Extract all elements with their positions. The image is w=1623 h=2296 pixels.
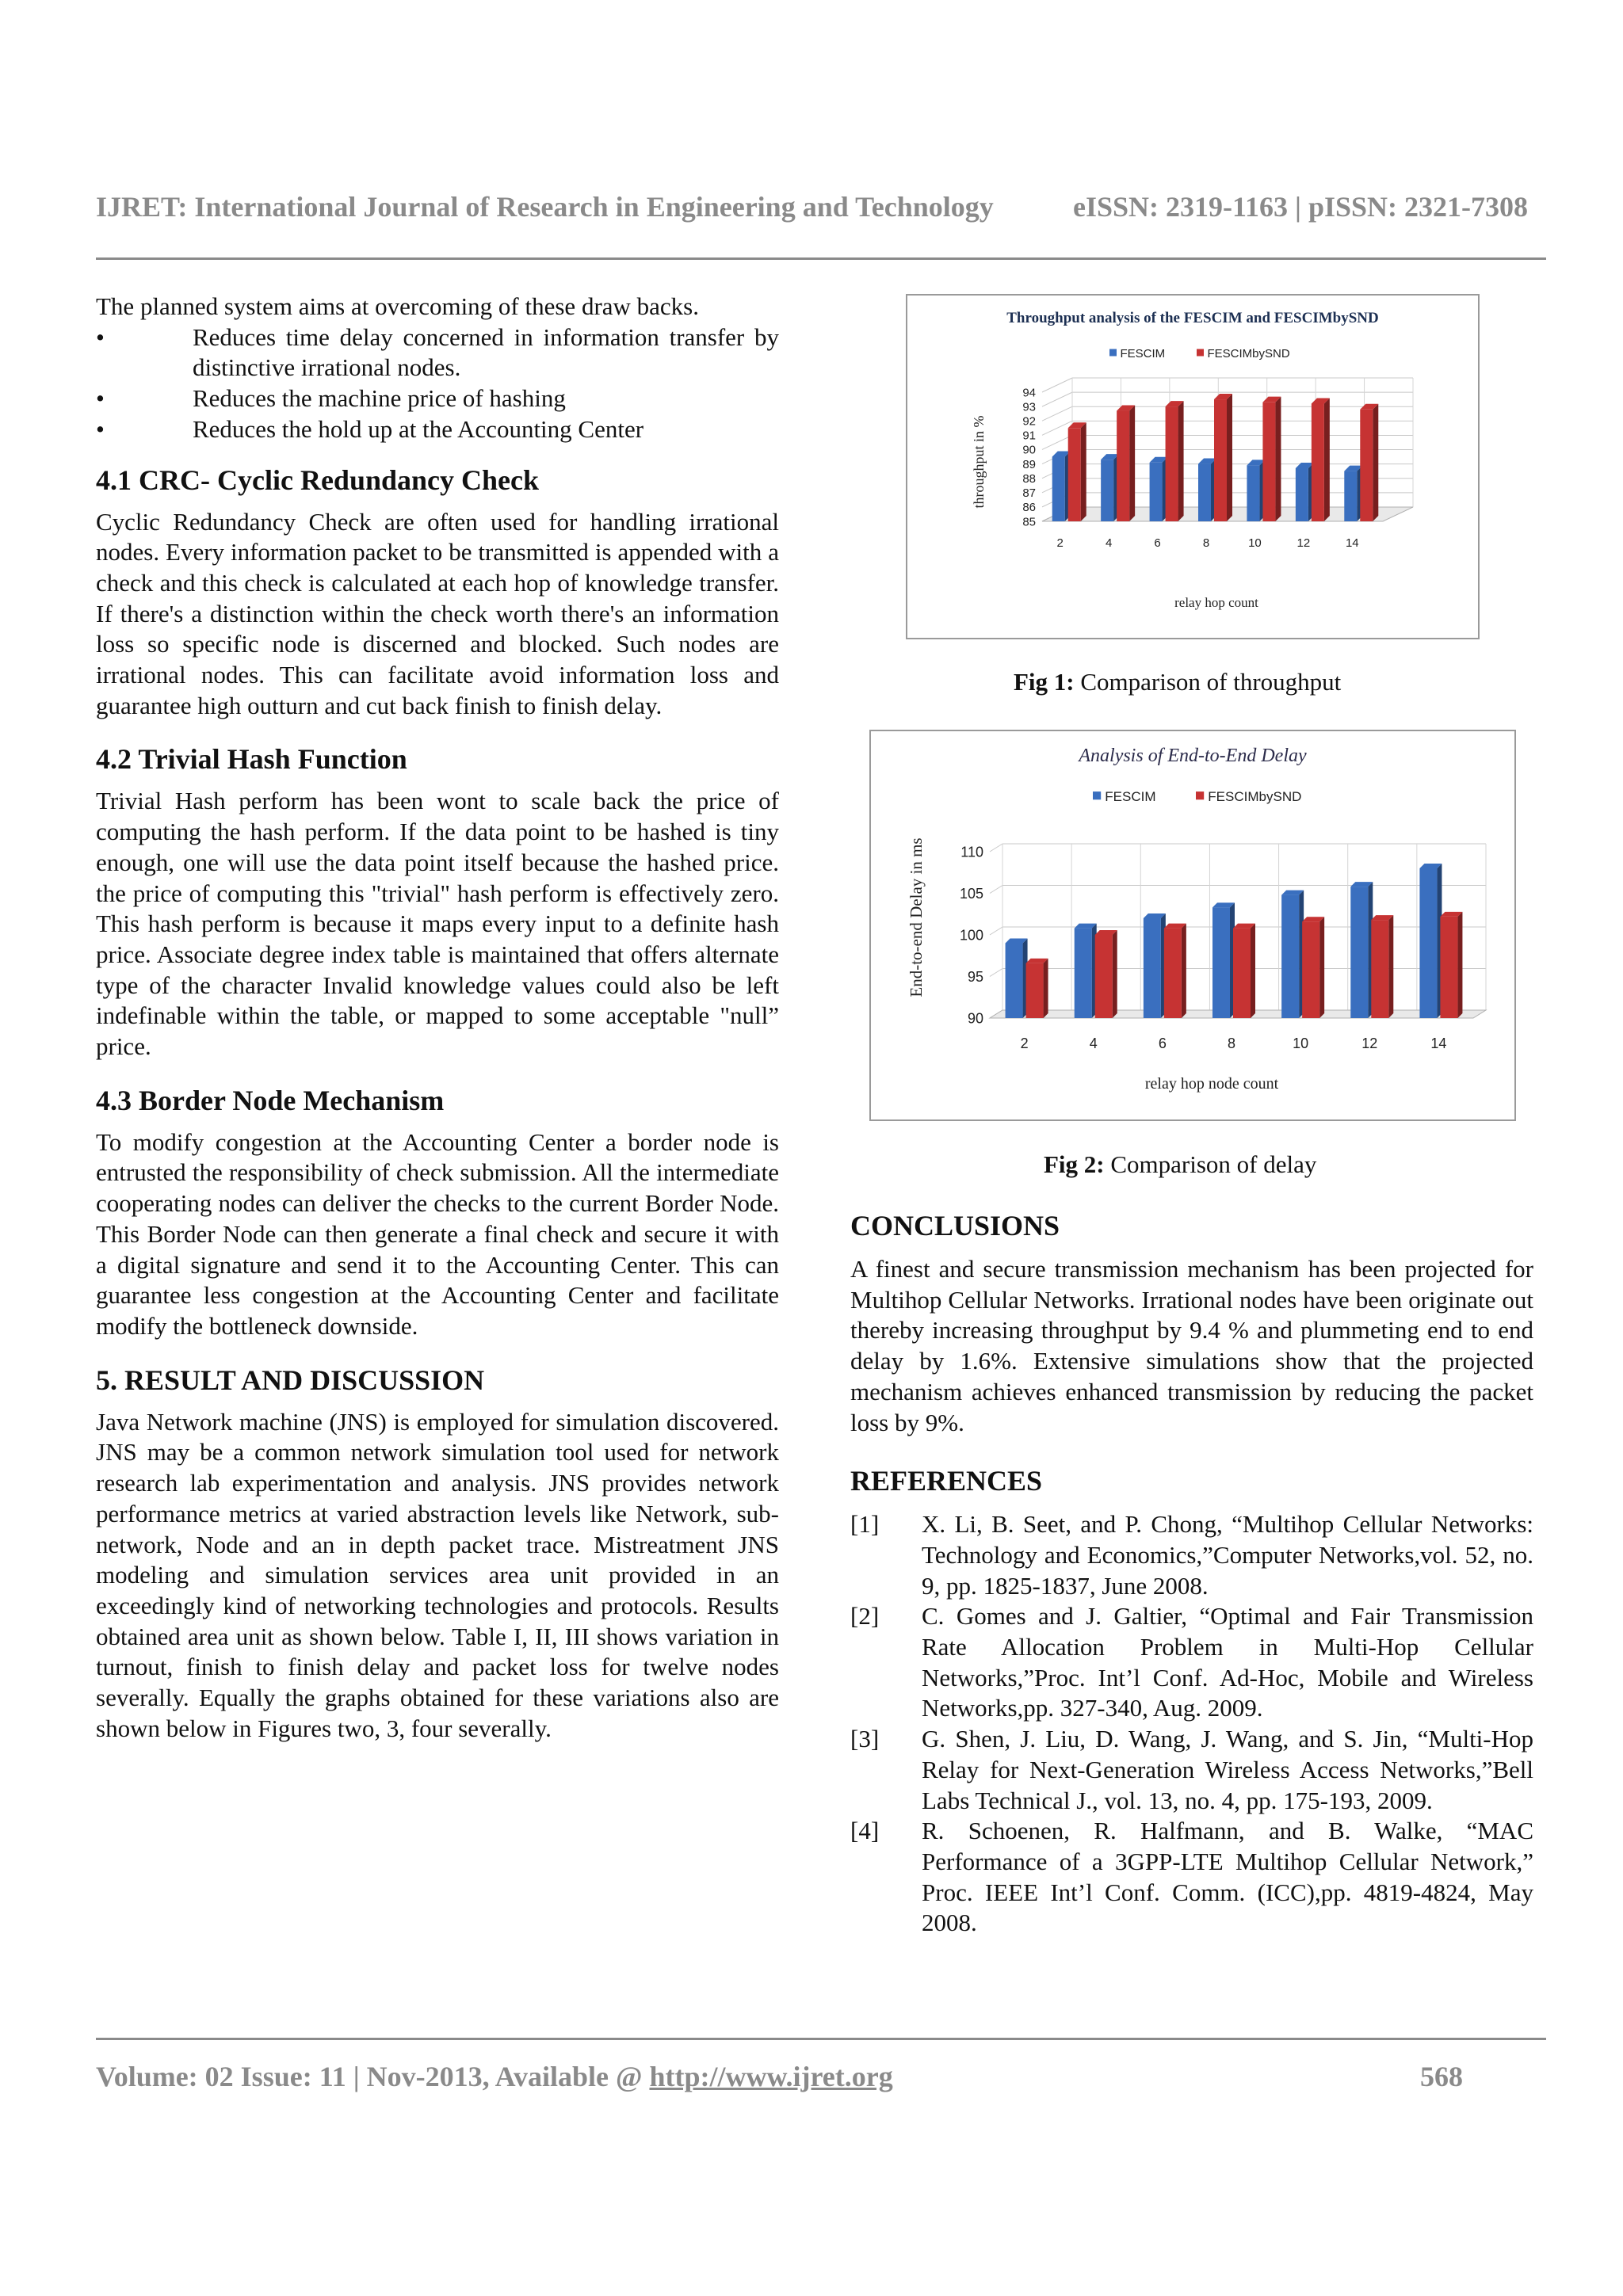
chart-bars bbox=[1006, 864, 1463, 1018]
x-tick-label: 6 bbox=[1158, 1035, 1167, 1051]
figure-2-caption-text: Comparison of delay bbox=[1104, 1150, 1317, 1178]
legend-swatch bbox=[1093, 791, 1101, 799]
reference-item bbox=[850, 1724, 1533, 1816]
x-tick-label: 12 bbox=[1361, 1035, 1378, 1051]
section-heading-result: 5. RESULT AND DISCUSSION bbox=[96, 1363, 485, 1396]
bar-side bbox=[1129, 406, 1135, 521]
section-body-hash: Trivial Hash perform has been wont to scale back the price of computing the hash perform. If the data point to be hashed is tiny enough, one will use the data point itself because the hashed price. the price of computing this "trivial" hash perform is effectively zero. This hash perform is because it maps every input to a definite hash price. Associate degree index table is maintained that offers alternate type of the character Invalid knowledge values could also be left indefinable within the table, or mapped to some acceptable "null” price. bbox=[96, 787, 779, 1061]
y-tick-label: 110 bbox=[960, 844, 983, 860]
reference-number: [2] bbox=[850, 1602, 880, 1630]
bullet-marker: • bbox=[96, 322, 105, 351]
gridline bbox=[1042, 378, 1072, 392]
y-tick-label: 91 bbox=[1022, 429, 1036, 443]
y-axis-label: throughput in % bbox=[971, 415, 987, 509]
throughput-chart bbox=[907, 296, 1478, 638]
bar bbox=[1006, 944, 1023, 1019]
issn: eISSN: 2319-1163 | pISSN: 2321-7308 bbox=[1073, 191, 1528, 223]
bar-side bbox=[1227, 394, 1232, 521]
reference-item bbox=[850, 1816, 1533, 1939]
journal-link[interactable]: http://www.ijret.org bbox=[649, 2061, 893, 2092]
bar bbox=[1371, 920, 1388, 1018]
bar bbox=[1212, 907, 1230, 1018]
bullet-marker: • bbox=[96, 384, 105, 413]
gridline bbox=[990, 844, 1002, 852]
y-tick-label: 89 bbox=[1022, 457, 1036, 471]
x-tick-label: 12 bbox=[1296, 536, 1311, 550]
gridline bbox=[1042, 392, 1072, 406]
bar bbox=[1233, 929, 1251, 1018]
reference-number: [4] bbox=[850, 1817, 880, 1845]
reference-item bbox=[850, 1601, 1533, 1724]
figure-1-label: Fig 1: bbox=[1014, 668, 1075, 696]
intro-text: The planned system aims at overcoming of these draw backs. bbox=[96, 292, 699, 320]
bar bbox=[1198, 464, 1211, 521]
bar-side bbox=[1081, 422, 1086, 521]
y-axis-label: End-to-end Delay in ms bbox=[907, 837, 926, 997]
bar bbox=[1052, 457, 1065, 522]
y-tick-label: 105 bbox=[959, 885, 983, 902]
bar bbox=[1144, 918, 1161, 1018]
bar-side bbox=[1388, 915, 1393, 1018]
bar-side bbox=[1275, 397, 1281, 521]
chart-title: Throughput analysis of the FESCIM and FESCIMbySND bbox=[1006, 310, 1379, 326]
section-heading-border: 4.3 Border Node Mechanism bbox=[96, 1084, 445, 1116]
chart-legend bbox=[1109, 347, 1290, 360]
bar-side bbox=[1044, 959, 1048, 1018]
x-tick-label: 8 bbox=[1202, 536, 1210, 550]
reference-text: C. Gomes and J. Galtier, “Optimal and Fair Transmission Rate Allocation Problem in Multi-Hop Cellular Networks,”Proc. Int’l Conf. Ad-Hoc, Mobile and Wireless Networks,pp. 327-340, Aug. 2009. bbox=[922, 1602, 1533, 1722]
figure-2 bbox=[869, 730, 1516, 1121]
left-column bbox=[96, 292, 779, 1744]
bar bbox=[1344, 471, 1357, 521]
bar bbox=[1419, 868, 1437, 1018]
chart-bars bbox=[1052, 394, 1379, 521]
x-tick-label: 2 bbox=[1056, 536, 1064, 550]
reference-text: G. Shen, J. Liu, D. Wang, J. Wang, and S. Jin, “Multi-Hop Relay for Next-Generation Wireless Access Networks,”Bell Labs Technical J., vol. 13, no. 4, pp. 175-193, 2009. bbox=[922, 1725, 1533, 1814]
y-tick-label: 90 bbox=[967, 1010, 983, 1027]
delay-chart bbox=[871, 731, 1514, 1119]
section-body-border: To modify congestion at the Accounting Center a border node is entrusted the responsibility of check submission. All the intermediate cooperating nodes can deliver the checks to the current Border Node. This Border Node can then generate a final check and secure it with a digital signature and send it to the Accounting Center. This can guarantee less congestion at the Accounting Center and facilitate modify the bottleneck downside. bbox=[96, 1127, 779, 1340]
journal-title: IJRET: International Journal of Research in Engineering and Technology bbox=[96, 191, 994, 223]
bar-side bbox=[1457, 912, 1462, 1018]
reference-number: [1] bbox=[850, 1510, 880, 1539]
y-tick-label: 86 bbox=[1022, 501, 1036, 515]
y-tick-label: 92 bbox=[1022, 414, 1036, 429]
figure-1-caption bbox=[1014, 668, 1341, 696]
footer-rule bbox=[96, 2038, 1546, 2040]
bar bbox=[1164, 929, 1182, 1018]
page-number: 568 bbox=[1420, 2061, 1463, 2092]
footer-volume: Volume: 02 Issue: 11 | Nov-2013, Available @ http://www.ijret.org bbox=[96, 2061, 893, 2092]
figure-1 bbox=[906, 294, 1480, 639]
bar bbox=[1214, 399, 1227, 521]
y-tick-label: 87 bbox=[1022, 486, 1036, 501]
bar bbox=[1075, 929, 1092, 1018]
reference-item bbox=[850, 1509, 1533, 1601]
x-tick-label: 14 bbox=[1345, 536, 1359, 550]
bar bbox=[1026, 963, 1044, 1018]
bar bbox=[1068, 428, 1081, 521]
x-tick-label: 10 bbox=[1293, 1035, 1309, 1051]
bar bbox=[1312, 403, 1324, 521]
bar bbox=[1281, 895, 1299, 1018]
bar bbox=[1302, 921, 1319, 1018]
bullet-item: • Reduces the hold up at the Accounting Center bbox=[96, 414, 779, 445]
section-heading-hash: 4.2 Trivial Hash Function bbox=[96, 743, 407, 776]
bar bbox=[1166, 406, 1178, 521]
gridline bbox=[1042, 435, 1072, 449]
legend-swatch bbox=[1109, 349, 1117, 357]
figure-1-caption-text: Comparison of throughput bbox=[1074, 668, 1342, 696]
legend-swatch bbox=[1196, 791, 1204, 799]
bar-side bbox=[1373, 404, 1378, 521]
legend-label: FESCIMbySND bbox=[1208, 789, 1302, 804]
gridline bbox=[990, 886, 1002, 894]
y-tick-label: 100 bbox=[959, 927, 983, 944]
y-tick-label: 90 bbox=[1022, 443, 1036, 457]
bar bbox=[1101, 460, 1113, 521]
bullet-item: • Reduces the machine price of hashing bbox=[96, 383, 779, 414]
legend-swatch bbox=[1197, 349, 1204, 357]
bullet-item: • Reduces time delay concerned in information transfer by distinctive irrational nodes. bbox=[96, 322, 779, 382]
reference-text: R. Schoenen, R. Halfmann, and B. Walke, “MAC Performance of a 3GPP-LTE Multihop Cellular Network,” Proc. IEEE Int’l Conf. Comm. (ICC),pp. 4819-4824, May 2008. bbox=[922, 1817, 1533, 1937]
bar bbox=[1262, 402, 1275, 521]
gridline bbox=[990, 927, 1002, 935]
bullet-marker: • bbox=[96, 414, 105, 443]
bar-side bbox=[1324, 398, 1330, 521]
x-axis-label: relay hop node count bbox=[1144, 1075, 1279, 1093]
y-tick-label: 93 bbox=[1022, 400, 1036, 414]
gridline bbox=[990, 969, 1002, 977]
y-tick-label: 95 bbox=[967, 968, 983, 985]
x-tick-label: 4 bbox=[1089, 1035, 1098, 1051]
section-body-conclusions: A finest and secure transmission mechanism has been projected for Multihop Cellular Networks. Irrational nodes have been originate out thereby increasing throughput by 9.4 % and plummeting end to end delay by 1.6%. Extensive simulations show that the projected mechanism achieves enhanced transmission by reducing the packet loss by 9%. bbox=[850, 1255, 1533, 1436]
bar bbox=[1360, 410, 1373, 521]
gridline bbox=[1042, 406, 1072, 421]
x-tick-label: 14 bbox=[1430, 1035, 1447, 1051]
section-body-crc: Cyclic Redundancy Check are often used for handling irrational nodes. Every information packet to be transmitted is appended with a check and this check is calculated at each hop of knowledge transfer. If there's a distinction within the check worth there's an information loss so specific node is discerned and blocked. Such nodes are irrational nodes. This can facilitate avoid information loss and guarantee high outturn and cut back finish to finish delay. bbox=[96, 507, 779, 719]
bar bbox=[1150, 463, 1163, 521]
bar bbox=[1296, 468, 1308, 521]
legend-label: FESCIM bbox=[1120, 347, 1166, 360]
gridline bbox=[1042, 421, 1072, 435]
chart-title: Analysis of End-to-End Delay bbox=[1079, 746, 1307, 766]
bar bbox=[1095, 935, 1113, 1018]
bar bbox=[1247, 465, 1259, 521]
y-tick-label: 88 bbox=[1022, 471, 1036, 486]
y-tick-label: 94 bbox=[1022, 386, 1036, 400]
figure-2-label: Fig 2: bbox=[1044, 1150, 1105, 1178]
y-tick-label: 85 bbox=[1022, 515, 1036, 529]
section-heading-conclusions: CONCLUSIONS bbox=[850, 1210, 1060, 1241]
x-tick-label: 4 bbox=[1105, 536, 1113, 550]
reference-text: X. Li, B. Seet, and P. Chong, “Multihop Cellular Networks: Technology and Economics,”Computer Networks,vol. 52, no. 9, pp. 1825-1837, June 2008. bbox=[922, 1510, 1533, 1600]
section-heading-references: REFERENCES bbox=[850, 1465, 1043, 1497]
x-tick-label: 6 bbox=[1154, 536, 1161, 550]
x-tick-label: 10 bbox=[1248, 536, 1262, 550]
bar bbox=[1117, 411, 1129, 521]
bar-side bbox=[1319, 917, 1324, 1018]
header-rule bbox=[96, 257, 1546, 260]
legend-label: FESCIMbySND bbox=[1207, 347, 1290, 360]
reference-number: [3] bbox=[850, 1725, 880, 1753]
section-heading-crc: 4.1 CRC- Cyclic Redundancy Check bbox=[96, 463, 540, 496]
x-tick-label: 8 bbox=[1227, 1035, 1236, 1051]
section-body-result: Java Network machine (JNS) is employed for simulation discovered. JNS may be a common network simulation tool used for network research lab experimentation and analysis. JNS provides network performance metrics at varied abstraction levels like Network, sub-network, Node and an in depth packet trace. Mistreatment JNS modeling and simulation services area unit provided in an exceedingly kind of networking technologies and protocols. Results obtained area unit as shown below. Table I, II, III shows variation in turnout, finish to finish delay and packet loss for twelve nodes severally. Equally the graphs obtained for these variations also are shown below in Figures two, 3, four severally. bbox=[96, 1407, 779, 1742]
x-axis-label: relay hop count bbox=[1174, 595, 1258, 610]
chart-legend bbox=[1093, 789, 1301, 804]
bar bbox=[1440, 917, 1457, 1018]
bar-side bbox=[1113, 930, 1117, 1018]
legend-label: FESCIM bbox=[1105, 789, 1156, 804]
right-column bbox=[850, 1208, 1533, 1939]
bar-side bbox=[1182, 924, 1186, 1018]
figure-2-caption bbox=[1044, 1150, 1316, 1179]
x-tick-label: 2 bbox=[1020, 1035, 1029, 1051]
bar-side bbox=[1178, 401, 1184, 521]
bar bbox=[1350, 887, 1368, 1018]
bar-side bbox=[1251, 924, 1255, 1018]
